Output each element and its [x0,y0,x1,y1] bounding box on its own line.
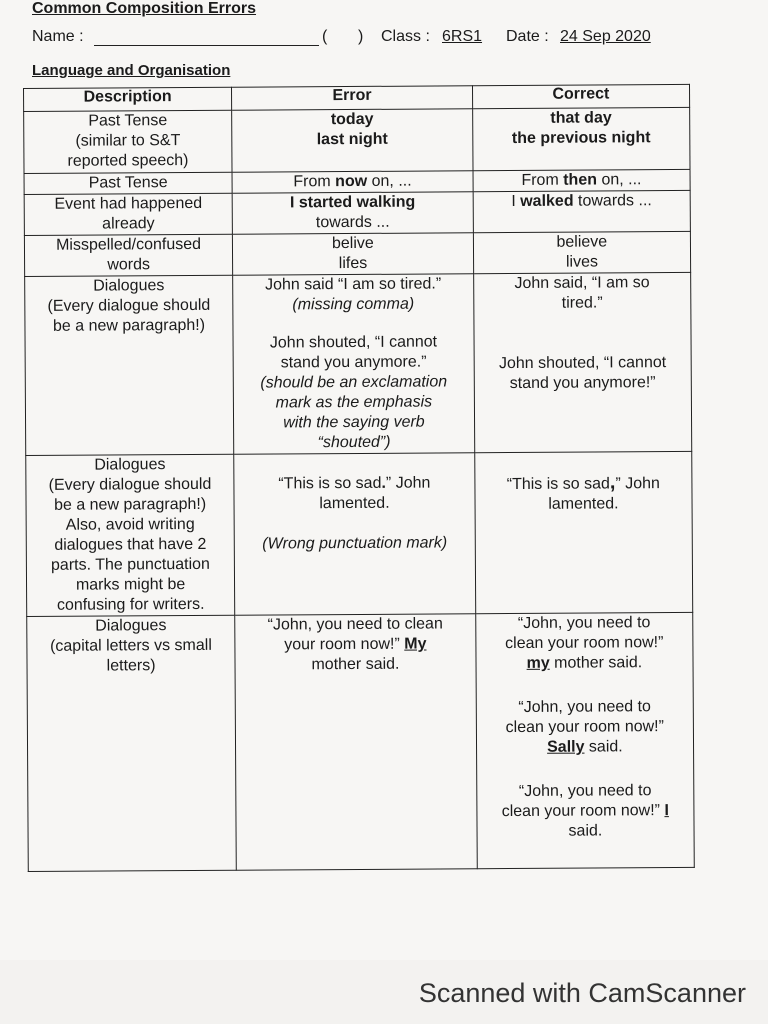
text-part: ” John [385,474,431,492]
note-line: (missing comma) [292,295,415,314]
text-line [239,634,471,655]
text-part: From [521,171,564,189]
table-row [24,107,690,173]
text-part: towards ... [573,192,652,210]
section-title: Language and Organisation [32,62,231,79]
text-part: “This is so sad [506,475,610,494]
correct-cell [472,107,690,170]
description-cell [24,234,232,276]
text-line: (similar to S&T [75,132,181,150]
text-line [238,473,470,494]
text-line: today [330,110,374,129]
text-line: John said “I am so tired.” [265,275,442,294]
table-row [26,451,693,616]
name-label: Name : [32,28,84,45]
scanner-watermark: Scanned with CamScanner [418,978,746,1008]
text-part: mother said. [549,654,643,672]
date-value: 24 Sep 2020 [560,28,651,45]
description-cell [26,454,235,616]
text-line: tired.” [561,294,603,312]
table-row [27,612,695,871]
text-line: towards ... [315,213,390,232]
text-line: Dialogues [95,617,167,635]
text-underlined: My [404,635,427,653]
text-line: clean your room now!” [505,634,664,653]
text-line: the previous night [511,129,651,148]
table-row [24,231,690,276]
text-line: that day [550,109,612,127]
description-cell [25,275,234,455]
text-underlined: I [664,802,669,820]
description-cell [27,615,237,871]
correct-cell [473,272,691,452]
note-line: mark as the emphasis [275,393,433,412]
text-line [480,653,688,674]
text-line: Also, avoid writing [65,515,195,534]
index-bracket-open: ( [322,28,328,45]
text-line: “John, you need to clean [267,615,443,634]
page-title: Common Composition Errors [32,0,257,17]
text-line: lifes [338,254,368,273]
error-cell [232,192,473,234]
text-line: marks might be [75,576,186,594]
error-cell [233,274,475,454]
text-underlined: Sally [547,738,585,756]
class-value: 6RS1 [442,28,483,45]
errors-table [23,84,695,872]
text-line: clean your room now!” [505,718,664,737]
text-part: said. [584,738,623,756]
error-cell [234,453,476,615]
text-bold: I started walking [289,193,416,212]
text-line [479,472,687,495]
description-cell [24,193,232,235]
text-line: last night [316,130,388,149]
class-label: Class : [381,28,430,45]
text-line: Dialogues [94,456,166,474]
text-line: Past Tense [88,112,168,130]
text-line: said. [568,822,603,840]
text-underlined: my [526,654,550,672]
correct-cell [473,190,691,232]
header-description: Description [24,87,232,111]
text-part: “This is so sad [278,474,382,493]
error-cell [232,109,473,172]
text-line: reported speech) [67,151,189,170]
error-cell [233,233,474,275]
text-line: mother said. [311,655,400,674]
header-error: Error [232,86,473,110]
text-part: your room now!” [284,635,405,654]
text-line: already [102,215,155,233]
text-line: confusing for writers. [56,595,205,614]
text-part: on, ... [367,172,412,190]
text-line: Event had happened [54,194,203,213]
text-line: parts. The punctuation [50,555,210,574]
punctuation-mark: . [381,474,386,492]
header-correct: Correct [472,84,689,108]
table-row [25,272,692,455]
error-cell [232,171,473,193]
text-line: lamented. [319,494,390,513]
text-line: (Every dialogue should [47,296,211,315]
name-field [94,28,319,46]
note-line: with the saying verb [283,413,425,432]
correct-cell [474,451,692,613]
text-line: lamented. [548,495,619,513]
text-line: belive [331,234,374,253]
text-line: “John, you need to [518,698,651,716]
text-bold: walked [520,192,574,210]
text-line: John shouted, “I cannot [498,354,667,373]
text-bold: now [335,172,368,191]
text-line: be a new paragraph!) [53,495,207,514]
text-line: stand you anymore.” [280,353,427,372]
description-cell [24,110,232,173]
note-line: (should be an exclamation [260,373,448,392]
text-part: clean your room now!” [501,802,665,821]
text-line: (Every dialogue should [48,475,212,494]
text-line: words [107,256,151,274]
note-line: “shouted”) [317,433,391,452]
correct-cell [473,231,691,273]
date-label: Date : [506,28,549,45]
text-line: Dialogues [93,277,165,295]
text-line: John said, “I am so [514,274,650,293]
index-bracket-close: ) [358,28,364,45]
correct-cell [473,169,690,191]
text-part: From [293,173,336,191]
text-line: “John, you need to [518,782,652,800]
text-part: on, ... [596,171,642,189]
error-cell [235,614,477,870]
text-line: letters) [106,657,156,675]
text-line: John shouted, “I cannot [269,333,438,352]
text-line: dialogues that have 2 [54,535,207,554]
text-line: believe [556,233,608,251]
description-cell: Past Tense [24,172,232,194]
correct-cell [475,612,694,868]
note-line: (Wrong punctuation mark) [262,534,448,553]
text-line [481,737,689,758]
text-line: Misspelled/confused [55,235,202,254]
text-part: ” John [615,475,660,493]
text-line: (capital letters vs small [49,636,212,655]
text-line [481,801,689,822]
text-bold: then [563,171,598,189]
text-part: I [511,192,521,211]
text-line: stand you anymore!” [509,374,656,393]
text-line: lives [565,253,599,271]
punctuation-mark: , [609,471,616,494]
text-line: be a new paragraph!) [52,316,206,335]
table-row [24,190,690,235]
text-line: “John, you need to [517,614,651,632]
